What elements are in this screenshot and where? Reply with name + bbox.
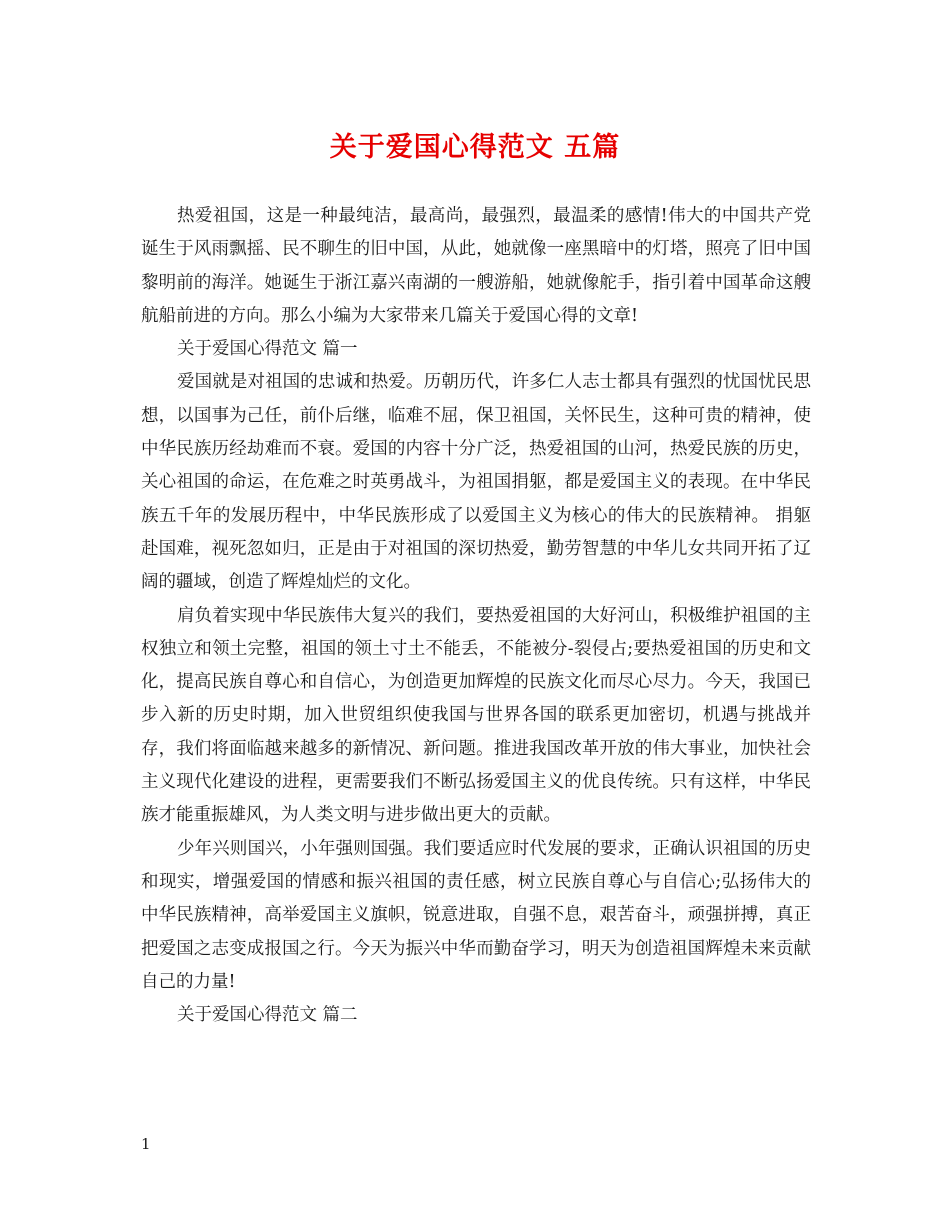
document-title: 关于爱国心得范文 五篇 (329, 132, 621, 163)
intro-paragraph: 热爱祖国，这是一种最纯洁，最高尚，最强烈，最温柔的感情!伟大的中国共产党诞生于风雨飘摇、民不聊生的旧中国，从此，她就像一座黑暗中的灯塔，照亮了旧中国黎明前的海洋。她诞生于浙江嘉兴南湖的一艘游船，她就像舵手，指引着中国革命这艘航船前进的方向。那么小编为大家带来几篇关于爱国心得的文章! (141, 206, 811, 326)
section-heading-1: 关于爱国心得范文 篇一 (177, 339, 358, 360)
section1-paragraph-3: 少年兴则国兴，小年强则国强。我们要适应时代发展的要求，正确认识祖国的历史和现实，增强爱国的情感和振兴祖国的责任感，树立民族自尊心与自信心;弘扬伟大的中华民族精神，高举爱国主义旗帜，锐意进取，自强不息，艰苦奋斗，顽强拼搏，真正把爱国之志变成报国之行。今天为振兴中华而勤奋学习，明天为创造祖国辉煌未来贡献自己的力量! (141, 838, 811, 992)
section-heading-2: 关于爱国心得范文 篇二 (177, 1005, 358, 1026)
page-number: 1 (141, 1135, 151, 1153)
document-body (141, 200, 811, 1032)
section1-paragraph-1: 爱国就是对祖国的忠诚和热爱。历朝历代，许多仁人志士都具有强烈的忧国忧民思想，以国事为己任，前仆后继，临难不屈，保卫祖国，关怀民生，这种可贵的精神，使中华民族历经劫难而不衰。爱国的内容十分广泛，热爱祖国的山河，热爱民族的历史，关心祖国的命运，在危难之时英勇战斗，为祖国捐躯，都是爱国主义的表现。在中华民族五千年的发展历程中，中华民族形成了以爱国主义为核心的伟大的民族精神。 捐躯赴国难，视死忽如归，正是由于对祖国的深切热爱，勤劳智慧的中华儿女共同开拓了辽阔的疆域，创造了辉煌灿烂的文化。 (141, 372, 811, 593)
section1-paragraph-2: 肩负着实现中华民族伟大复兴的我们，要热爱祖国的大好河山，积极维护祖国的主权独立和领土完整，祖国的领土寸土不能丢，不能被分-裂侵占;要热爱祖国的历史和文化，提高民族自尊心和自信心，为创造更加辉煌的民族文化而尽心尽力。今天，我国已步入新的历史时期，加入世贸组织使我国与世界各国的联系更加密切，机遇与挑战并存，我们将面临越来越多的新情况、新问题。推进我国改革开放的伟大事业，加快社会主义现代化建设的进程，更需要我们不断弘扬爱国主义的优良传统。只有这样，中华民族才能重振雄风，为人类文明与进步做出更大的贡献。 (141, 605, 811, 826)
